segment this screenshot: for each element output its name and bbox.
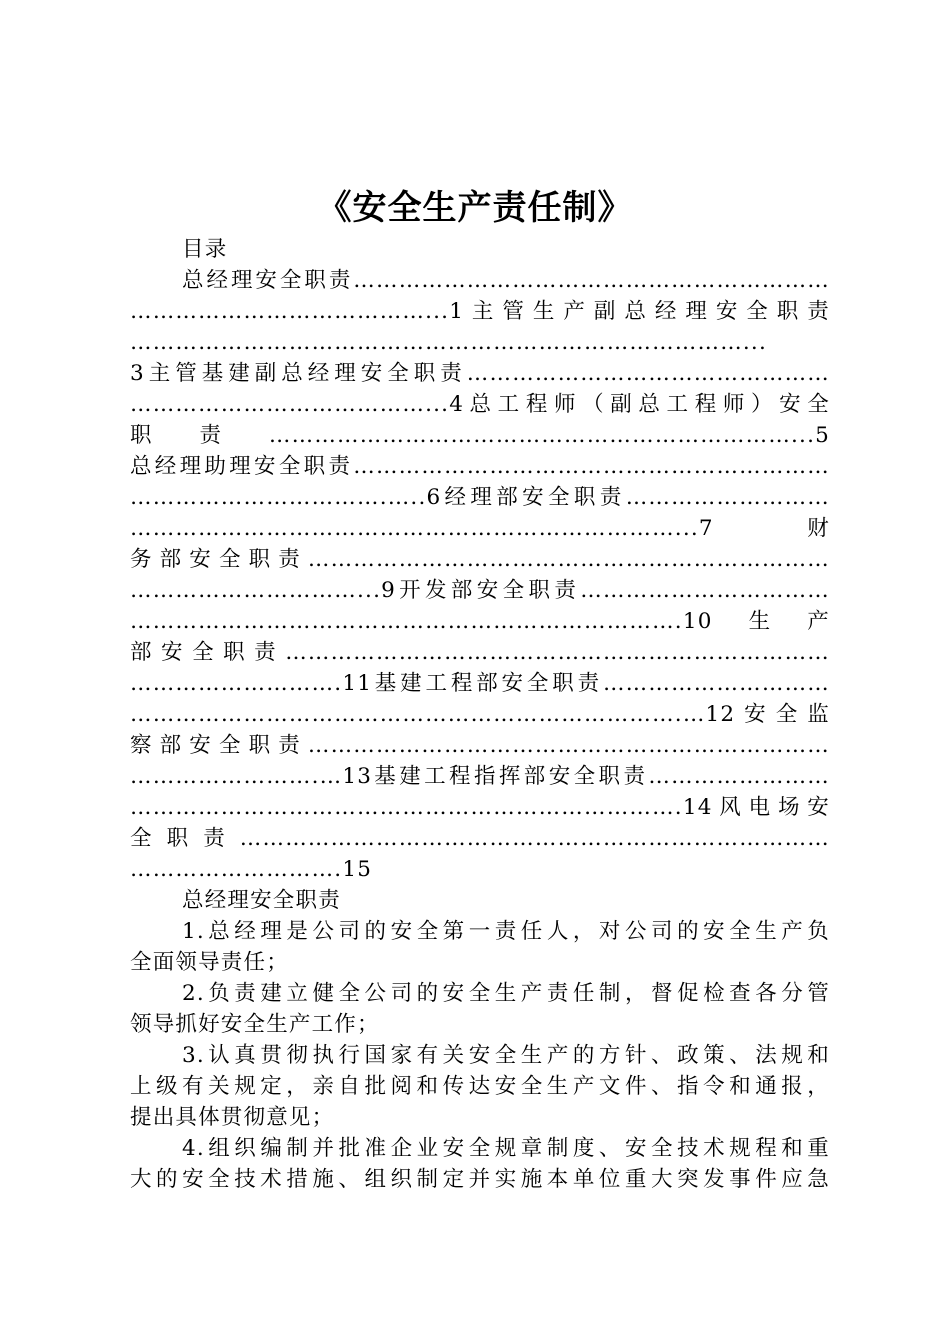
- paragraph-line: 领导抓好安全生产工作；: [130, 1012, 380, 1037]
- toc-line: …………………….…13基建工程指挥部安全职责……………………: [130, 764, 830, 789]
- section-content: [130, 916, 830, 1195]
- paragraph-line: 上级有关规定，亲自批阅和传达安全生产文件、指令和通报，: [130, 1074, 830, 1099]
- toc-line: 全职责……………………………………………………………………: [130, 826, 830, 851]
- paragraph-line: 全面领导责任；: [130, 950, 289, 975]
- document-body: [130, 234, 830, 1195]
- table-of-contents: [130, 265, 830, 885]
- paragraph-line: 大的安全技术措施、组织制定并实施本单位重大突发事件应急: [130, 1167, 830, 1192]
- toc-line: ……………………………………………………………….10生产: [130, 609, 830, 634]
- toc-line: ……………………………………………………………….…12安全监: [130, 702, 830, 727]
- toc-line: ……………………………………………………………….14风电场安: [130, 795, 830, 820]
- toc-line: ………………………………………………………………………...: [130, 330, 768, 355]
- toc-line: …………………………….…..6经理部安全职责………………………: [130, 485, 830, 510]
- toc-line: 总经理安全职责………………………………………………………: [182, 268, 830, 293]
- section-heading: 总经理安全职责: [182, 888, 341, 913]
- document-title: 《安全生产责任制》: [317, 188, 633, 228]
- toc-line: …………………………………...4总工程师（副总工程师）安全: [130, 392, 830, 417]
- toc-line: …………………………...9开发部安全职责……………………………: [130, 578, 830, 603]
- toc-line: 察部安全职责……………………………………………………………: [130, 733, 830, 758]
- toc-line: ……………………….11基建工程部安全职责…………………………: [130, 671, 830, 696]
- toc-line: ……………………….15: [130, 857, 373, 882]
- paragraph-line: 2.负责建立健全公司的安全生产责任制，督促检查各分管: [182, 981, 830, 1006]
- toc-line: 职责……………………………………………………………...5: [130, 423, 830, 448]
- paragraph-line: 4.组织编制并批准企业安全规章制度、安全技术规程和重: [182, 1136, 830, 1161]
- toc-line: ………………………………………………………………...7财: [130, 516, 830, 541]
- toc-line: 3主管基建副总经理安全职责…………………………………………: [130, 361, 830, 386]
- paragraph-line: 3.认真贯彻执行国家有关安全生产的方针、政策、法规和: [182, 1043, 830, 1068]
- paragraph-line: 1.总经理是公司的安全第一责任人，对公司的安全生产负: [182, 919, 830, 944]
- toc-line: 总经理助理安全职责………………………………………………………: [130, 454, 830, 479]
- toc-line: 部安全职责………………………………………………………………: [130, 640, 830, 665]
- toc-line: 务部安全职责……………………………………………………………: [130, 547, 830, 572]
- toc-line: …………………………………...1主管生产副总经理安全职责: [130, 299, 830, 324]
- paragraph-line: 提出具体贯彻意见；: [130, 1105, 335, 1130]
- toc-heading: 目录: [182, 237, 228, 262]
